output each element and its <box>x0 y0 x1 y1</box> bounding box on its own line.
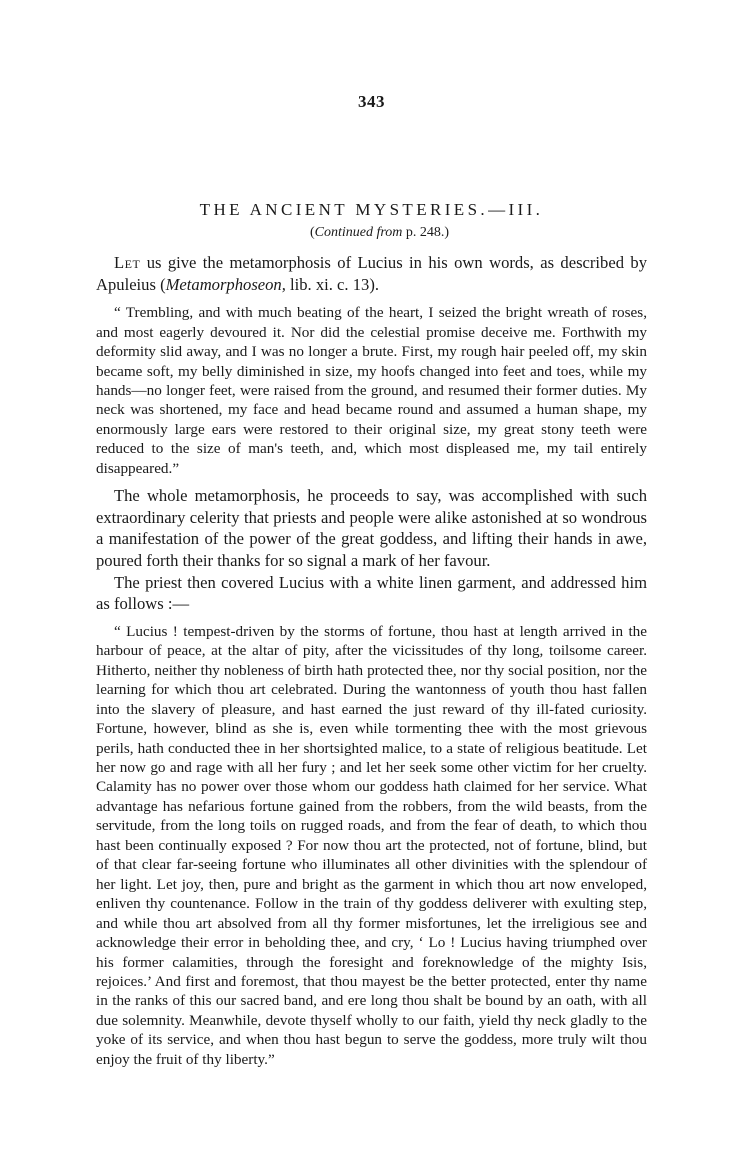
intro-work-title: Metamorphoseon, <box>165 274 286 294</box>
intro-lead-word: Let <box>114 253 141 272</box>
paragraph-priest: The priest then covered Lucius with a white linen garment, and addressed him as follows :— <box>96 572 647 614</box>
document-page <box>96 92 647 1069</box>
article-title: THE ANCIENT MYSTERIES.—III. <box>199 200 544 219</box>
continued-italic: Continued from <box>314 225 403 240</box>
continued-ref: p. 248.) <box>402 225 450 240</box>
intro-text-after: lib. xi. c. 13). <box>285 274 379 294</box>
page-number: 343 <box>358 92 385 111</box>
continued-open: ( <box>309 225 315 240</box>
quote-metamorphosis: “ Trembling, and with much beating of the heart, I seized the bright wreath of roses, and most eagerly devoured it. Nor did the celestial promise deceive me. Forthwith my deformity slid away, and I was no longer a brute. First, my rough hair peeled off, my skin became soft, my belly diminished in size, my hoofs changed into feet and toes, while my hands—no longer feet, were raised from the ground, and resumed their former duties. My neck was shortened, my face and head became round and assumed a human shape, my enormously large ears were restored to their original size, my great stony teeth were reduced to the size of man's teeth, and, which most displeased me, my tail entirely disappeared.” <box>96 304 647 477</box>
quote-priest-address: “ Lucius ! tempest-driven by the storms of fortune, thou hast at length arrived in the harbour of peace, at the altar of pity, after the vicissitudes of thy long, toilsome career. Hitherto, neither thy nobleness of birth hath protected thee, nor thy social position, nor the learning for which thou art celebrated. During the wantonness of youth thou hast fallen into the slavery of pleasure, and hast earned the just reward of thy ill-fated curiosity. Fortune, however, blind as she is, even while tormenting thee with the most grievous perils, hath conducted thee in her shortsighted malice, to a state of religious beatitude. Let her now go and rage with all her fury ; and let her seek some other victim for her cruelty. Calamity has no power over those whom our goddess hath claimed for her service. What advantage has nefarious fortune gained from the robbers, from the wild beasts, from the servitude, from the long toils on rugged roads, and from the fear of death, to which thou hast been continually exposed ? For now thou art the protected, not of fortune, blind, but of that clear far-seeing fortune who illuminates all other divinities with the splendour of her light. Let joy, then, pure and bright as the garment in which thou art now enveloped, enliven thy countenance. Follow in the train of thy goddess deliverer with exulting step, and while thou art absolved from all thy former misfortunes, let the irreligious see and acknowledge their error in beholding thee, and cry, ‘ Lo ! Lucius having triumphed over his former calamities, through the foresight and foreknowledge of the mighty Isis, rejoices.’ And first and foremost, that thou mayest be the better protected, enter thy name in the ranks of this our sacred band, and ere long thou shalt be bound by an oath, with all due solemnity. Meanwhile, devote thyself wholly to our faith, yield thy neck gladly to the yoke of its service, and when thou hast begun to serve the goddess, more truly wilt thou enjoy the fruit of thy liberty.” <box>96 622 647 1068</box>
continued-note <box>112 225 647 241</box>
intro-text-before: us give the metamorphosis of Lucius in his own words, as described by Apuleius ( <box>96 253 647 294</box>
intro-paragraph <box>96 252 647 295</box>
paragraph-celerity: The whole metamorphosis, he proceeds to say, was accomplished with such extraordinary celerity that priests and people were alike astonished at so wondrous a manifestation of the power of the great goddess, and lifting their hands in awe, poured forth their thanks for so signal a mark of her favour. <box>96 486 647 571</box>
